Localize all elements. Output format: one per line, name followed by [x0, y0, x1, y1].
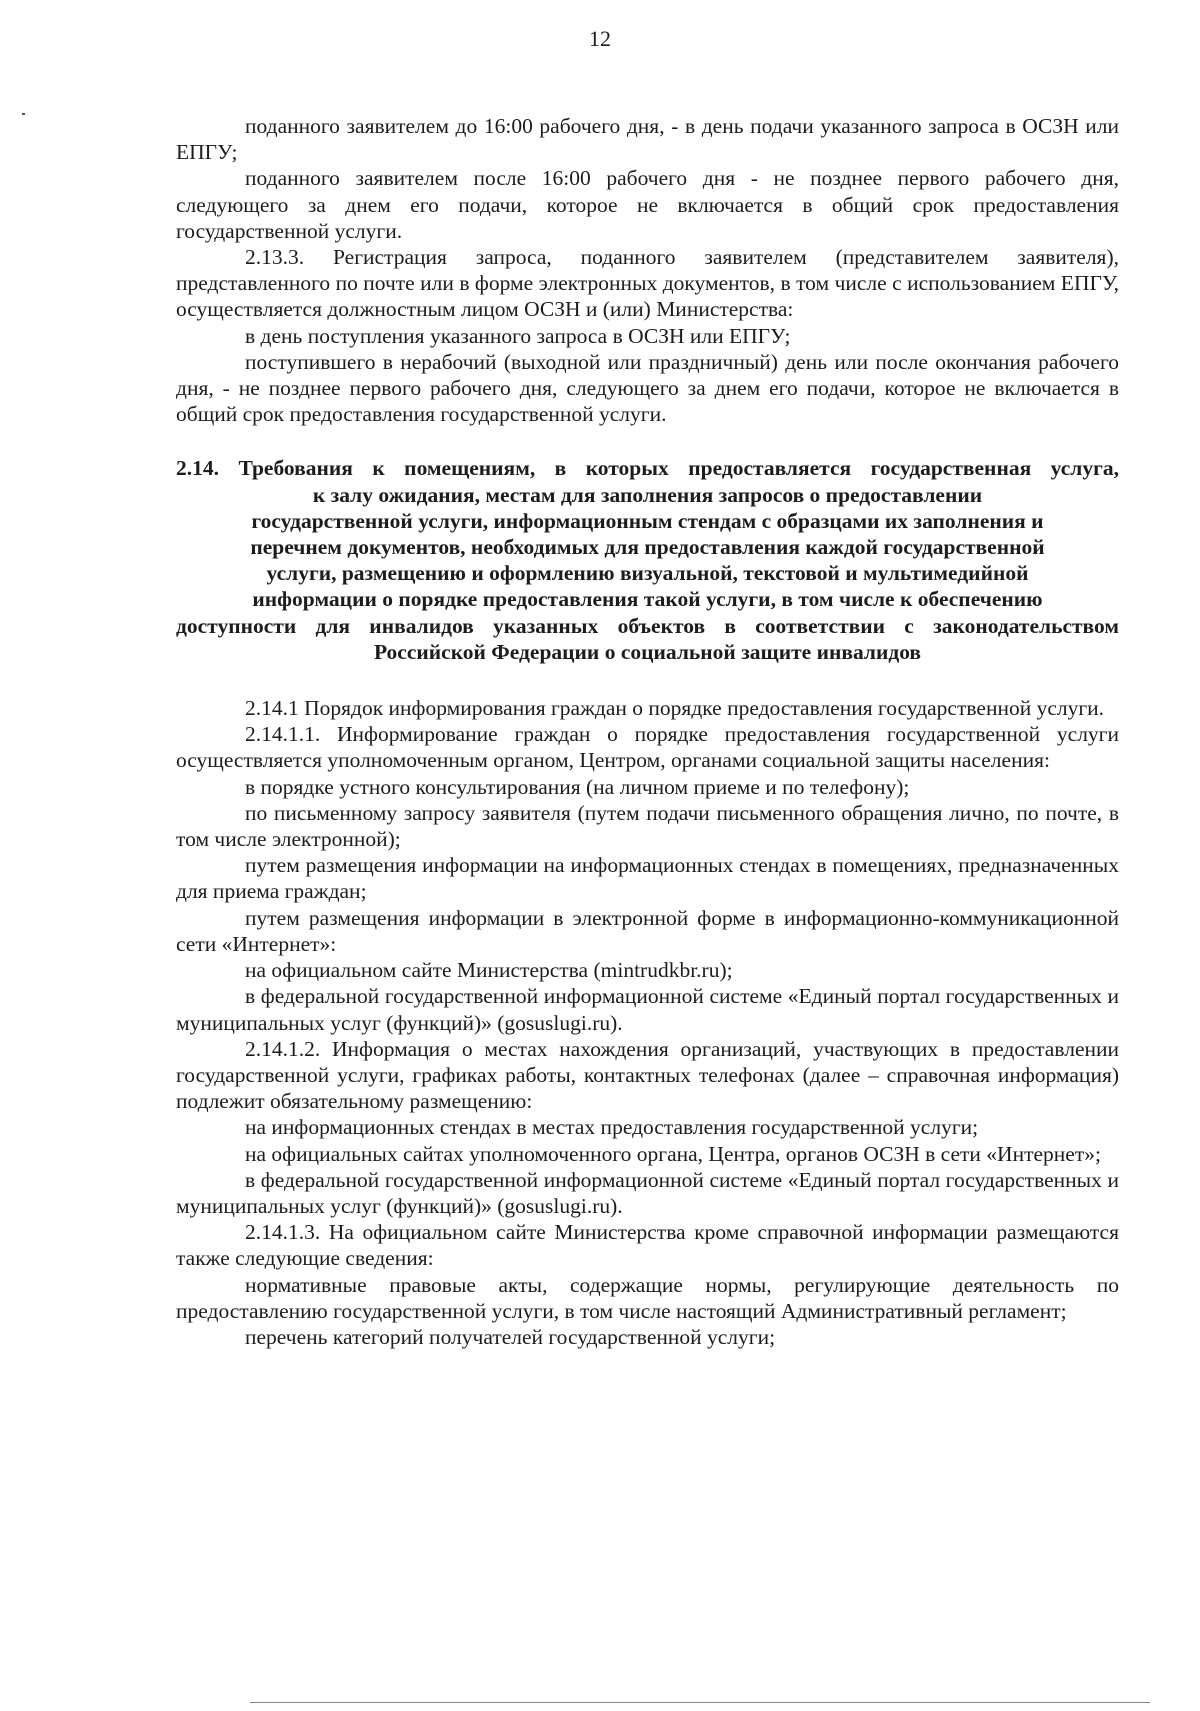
heading-line: доступности для инвалидов указанных объектов в соответствии с законодательством: [176, 613, 1119, 638]
paragraph: в день поступления указанного запроса в ОСЗН или ЕПГУ;: [245, 323, 791, 348]
paragraph: на официальных сайтах уполномоченного органа, Центра, органов ОСЗН в сети «Интернет»;: [245, 1141, 1101, 1166]
paragraph: в федеральной государственной информационной системе «Единый портал государственных и муниципальных услуг (функций)» (gosuslugi.ru).: [176, 984, 1119, 1035]
paragraph: на официальном сайте Министерства (mintrudkbr.ru);: [245, 958, 733, 983]
paragraph: поступившего в нерабочий (выходной или праздничный) день или после окончания рабочего дня, - не позднее первого рабочего дня, следующего за днем его подачи, которое не включается в общий срок предоставления государственной услуги.: [176, 349, 1119, 427]
heading-line: 2.14. Требования к помещениям, в которых предоставляется государственная услуга,: [176, 456, 1119, 481]
page-number: 12: [589, 26, 611, 51]
scan-edge-line: [250, 1702, 1150, 1703]
paragraph: 2.14.1.2. Информация о местах нахождения организаций, участвующих в предоставлении государственной услуги, графиках работы, контактных телефонах (далее – справочная информация) подлежит обязательному размещению:: [176, 1036, 1119, 1114]
heading-line: Российской Федерации о социальной защите инвалидов: [373, 639, 922, 664]
paragraph: путем размещения информации на информационных стендах в помещениях, предназначенных для приема граждан;: [176, 853, 1119, 904]
paragraph: 2.14.1.3. На официальном сайте Министерства кроме справочной информации размещаются также следующие сведения:: [176, 1220, 1119, 1271]
paragraph: 2.13.3. Регистрация запроса, поданного заявителем (представителем заявителя), представленного по почте или в форме электронных документов, в том числе с использованием ЕПГУ, осуществляется должностным лицом ОСЗН и (или) Министерства:: [176, 245, 1119, 322]
paragraph: по письменному запросу заявителя (путем подачи письменного обращения лично, по почте, в том числе электронной);: [176, 800, 1119, 852]
paragraph: в федеральной государственной информационной системе «Единый портал государственных и муниципальных услуг (функций)» (gosuslugi.ru).: [176, 1167, 1119, 1218]
paragraph: 2.14.1.1. Информирование граждан о порядке предоставления государственной услуги осуществляется уполномоченным органом, Центром, органами социальной защиты населения:: [176, 722, 1119, 773]
paragraph: на информационных стендах в местах предоставления государственной услуги;: [245, 1115, 979, 1140]
heading-line: государственной услуги, информационным стендам с образцами их заполнения и: [251, 508, 1044, 533]
paragraph: в порядке устного консультирования (на личном приеме и по телефону);: [245, 774, 910, 799]
heading-line: информации о порядке предоставления такой услуги, в том числе к обеспечению: [252, 587, 1043, 612]
paragraph: нормативные правовые акты, содержащие нормы, регулирующие деятельность по предоставлению государственной услуги, в том числе настоящий Административный регламент;: [176, 1272, 1119, 1323]
paragraph: путем размещения информации в электронной форме в информационно-коммуникационной сети «Интернет»:: [176, 905, 1119, 956]
paragraph: поданного заявителем после 16:00 рабочего дня - не позднее первого рабочего дня, следующего за днем его подачи, которое не включается в общий срок предоставления государственной услуги.: [176, 166, 1119, 243]
scan-artifact: [22, 113, 25, 115]
paragraph: 2.14.1 Порядок информирования граждан о порядке предоставления государственной услуги.: [245, 696, 1105, 721]
heading-line: услуги, размещению и оформлению визуальной, текстовой и мультимедийной: [266, 561, 1029, 586]
paragraph: перечень категорий получателей государственной услуги;: [245, 1324, 776, 1349]
document-body: [176, 113, 1119, 1350]
section-heading: [176, 455, 1119, 665]
heading-line: к залу ожидания, местам для заполнения запросов о предоставлении: [312, 482, 983, 507]
paragraph: поданного заявителем до 16:00 рабочего дня, - в день подачи указанного запроса в ОСЗН или ЕПГУ;: [176, 114, 1119, 165]
heading-line: перечнем документов, необходимых для предоставления каждой государственной: [250, 535, 1045, 560]
